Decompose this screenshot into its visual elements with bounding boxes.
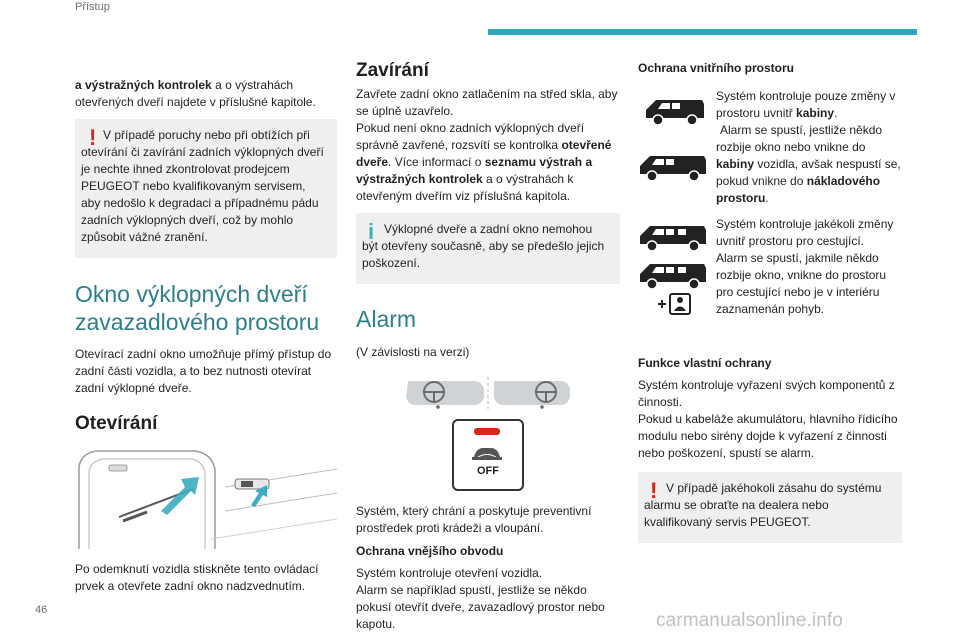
interior1-b: kabiny (796, 106, 835, 120)
interior1-d: Alarm se spustí, jestliže někdo rozbije okno nebo vnikne do (716, 123, 883, 154)
self-p1: Systém kontroluje vyřazení svých komponentů z činnosti. (638, 378, 895, 409)
self-p2: Pokud u kabeláže akumulátoru, hlavního řídicího modulu nebo sirény dojde k vyřazení z činnosti nebo poškození, spustí se alarm. (638, 412, 898, 460)
info-text: Výklopné dveře a zadní okno nemohou být otevřeny současně, aby se předešlo jejich poškození. (362, 222, 605, 270)
warning-icon: ! (89, 125, 97, 150)
interior2-a: Systém kontroluje jakékoli změny uvnitř prostoru pro cestující. (716, 217, 894, 248)
self-protection-title: Funkce vlastní ochrany (638, 356, 772, 370)
interior1-c: . (834, 106, 838, 120)
warning-text: V případě poruchy nebo při obtížích při otevírání či zavírání zadních výklopných dveří je nechte ihned zkontrolovat prodejcem PEUGEOT nebo kvalifikovaným servisem, aby nedošlo k degradaci a případnému pádu zadních výklopných dveří, což by mohlo způsobit vážné zranění. (81, 128, 324, 244)
interior1-e: kabiny (716, 157, 755, 171)
alarm-off-button[interactable] (452, 419, 524, 491)
warning-box-tailgate (75, 119, 337, 258)
intro-paragraph (75, 77, 337, 111)
interior-cabin-block (638, 88, 902, 206)
van-icon-1 (644, 96, 706, 126)
rear-window-illustration (75, 449, 337, 549)
section-text-rear-window: Otevírací zadní okno umožňuje přímý přístup do zadní části vozidla, a to bez nutnosti otevírat zadní výklopné dveře. (75, 347, 332, 395)
interior1-g: nákladového prostoru (716, 174, 881, 205)
van-icon-4 (638, 260, 708, 290)
column-1 (75, 77, 337, 595)
info-icon: i (368, 219, 375, 244)
column-2 (356, 60, 620, 633)
opening-text: Po odemknutí vozidla stiskněte tento ovládací prvek a otevřete zadní okno nadzvednutím. (75, 562, 319, 593)
closing-title: Zavírání (356, 60, 429, 81)
closing-p2c: . Více informací o (388, 155, 485, 169)
alarm-desc: Systém, který chrání a poskytuje preventivní prostředek proti krádeži a vloupání. (356, 504, 592, 535)
interior2-b: Alarm se spustí, jakmile někdo rozbije okno, vnikne do prostoru pro cestující nebo je v interiéru zaznamenán pohyb. (716, 251, 887, 316)
alarm-version: (V závislosti na verzi) (356, 345, 470, 359)
interior1-a: Systém kontroluje pouze změny v prostoru uvnitř (716, 89, 896, 120)
header-accent-bar (488, 29, 917, 35)
interior-passenger-block (638, 216, 902, 334)
interior1-h: . (765, 191, 769, 205)
interior-title: Ochrana vnitřního prostoru (638, 61, 795, 75)
interior1-sentence-1 (716, 88, 902, 122)
exterior-p2: Alarm se například spustí, jestliže se někdo pokusí otevřít dveře, zavazadlový prostor nebo kapotu. (356, 583, 605, 631)
closing-p1: Zavřete zadní okno zatlačením na střed skla, aby se úplně uzavřelo. (356, 87, 618, 118)
closing-p2b: otevřené dveře (356, 138, 612, 169)
warning-box-alarm (638, 472, 902, 543)
steering-wheel-illustration (356, 375, 620, 411)
watermark: carmanualsonline.info (656, 610, 843, 631)
van-icon-2 (638, 152, 708, 182)
intro-rest: a o výstrahách otevřených dveří najdete v příslušné kapitole. (75, 78, 316, 109)
button-led (474, 428, 500, 435)
button-off-label: OFF (477, 465, 499, 477)
interior-text-2 (716, 216, 902, 318)
exterior-p1: Systém kontroluje otevření vozidla. (356, 566, 543, 580)
opening-title: Otevírání (75, 413, 158, 434)
running-header: Přístup (75, 1, 110, 13)
closing-p2a: Pokud není okno zadních výklopných dveří správně zavřené, rozsvítí se kontrolka (356, 121, 585, 152)
exterior-title: Ochrana vnějšího obvodu (356, 544, 504, 558)
car-shield-icon (470, 445, 504, 461)
warning-icon-2: ! (650, 478, 658, 503)
closing-p2d: seznamu výstrah a výstražných kontrolek (356, 155, 593, 186)
van-icon-3 (638, 222, 708, 252)
closing-p2 (356, 120, 620, 205)
alarm-title: Alarm (356, 306, 417, 332)
warning-text-2: V případě jakéhokoli zásahu do systému alarmu se obraťte na dealera nebo kvalifikovaný servis PEUGEOT. (644, 481, 882, 529)
intro-bold: a výstražných kontrolek (75, 78, 212, 92)
interior1-sentence-2 (716, 122, 902, 207)
column-3 (638, 60, 902, 543)
motion-sensor-icon (656, 292, 696, 316)
info-box-tailgate (356, 213, 620, 284)
interior-text-1 (716, 88, 902, 207)
section-title-rear-window: Okno výklopných dveří zavazadlového prostoru (75, 281, 320, 335)
closing-p2e: a o výstrahách k otevřeným dveřím viz příslušná kapitola. (356, 172, 574, 203)
interior1-f: vozidla, avšak nespustí se, pokud vnikne do (716, 157, 901, 188)
page-number: 46 (35, 604, 48, 616)
